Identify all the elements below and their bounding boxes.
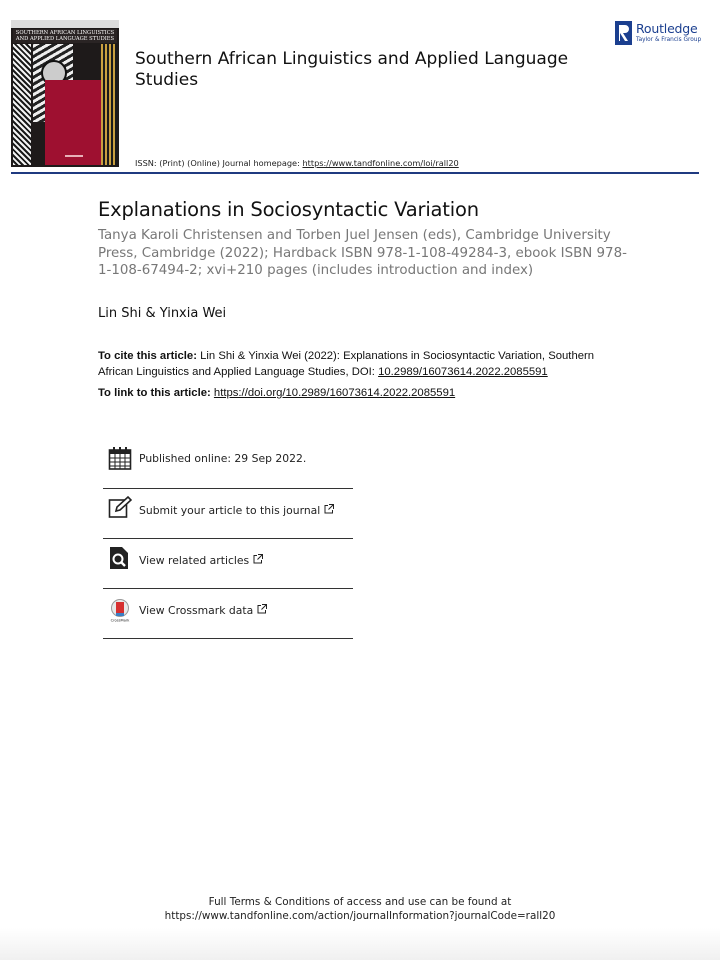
info-divider	[103, 488, 353, 489]
cover-title: SOUTHERN AFRICAN LINGUISTICS AND APPLIED LANGUAGE STUDIES	[13, 29, 117, 43]
related-articles-row[interactable]	[103, 544, 353, 594]
cite-text: Lin Shi & Yinxia Wei (2022): Explanations in Sociosyntactic Variation, Southern African Linguistics and Applied Language Studies, DOI:	[98, 350, 595, 378]
cite-label: To cite this article:	[98, 350, 197, 362]
cover-pattern-left	[13, 44, 31, 165]
article-doi-link[interactable]: https://doi.org/10.2989/16073614.2022.2085591	[213, 387, 456, 399]
edit-icon	[108, 496, 132, 520]
external-link-icon	[257, 604, 267, 614]
external-link-icon	[253, 554, 263, 564]
article-authors: Lin Shi & Yinxia Wei	[98, 306, 227, 321]
submit-article-row[interactable]	[103, 494, 353, 544]
article-title: Explanations in Sociosyntactic Variation	[98, 198, 479, 221]
footer	[0, 895, 720, 923]
cover-red-panel	[45, 80, 103, 165]
info-divider	[103, 538, 353, 539]
published-date: Published online: 29 Sep 2022.	[139, 452, 307, 465]
search-document-icon	[108, 546, 132, 570]
article-link-block	[98, 387, 455, 399]
footer-terms-text: Full Terms & Conditions of access and use can be found at	[208, 896, 512, 908]
publisher-logo[interactable]	[615, 20, 710, 48]
cite-doi-link[interactable]: 10.2989/16073614.2022.2085591	[378, 365, 548, 378]
cover-pattern-right	[101, 44, 117, 165]
cover-top-strip	[11, 20, 119, 28]
issn-label: ISSN: (Print) (Online) Journal homepage:	[135, 158, 303, 168]
submit-article-label: Submit your article to this journal	[139, 504, 321, 517]
crossmark-icon-text: CrossMark	[110, 618, 130, 622]
crossmark-link[interactable]	[139, 604, 267, 617]
page-bottom-band	[0, 928, 720, 960]
journal-title: Southern African Linguistics and Applied Language Studies	[135, 49, 569, 90]
submit-article-link[interactable]	[139, 504, 334, 517]
journal-homepage-link[interactable]: https://www.tandfonline.com/loi/rall20	[302, 158, 459, 168]
related-articles-link[interactable]	[139, 554, 263, 567]
related-articles-label: View related articles	[139, 554, 250, 567]
link-label: To link to this article:	[98, 387, 214, 399]
journal-cover-image	[11, 20, 119, 167]
published-row	[103, 444, 353, 494]
footer-terms-link[interactable]: https://www.tandfonline.com/action/journalInformation?journalCode=rall20	[164, 910, 556, 922]
issn-line	[135, 158, 459, 168]
reviewed-book-details: Tanya Karoli Christensen and Torben Juel Jensen (eds), Cambridge University Press, Cambridge (2022); Hardback ISBN 978-1-108-49284-3, ebook ISBN 978-1-108-67494-2; xvi+210 pages (includes introduction and index)	[98, 228, 627, 278]
info-divider	[103, 638, 353, 639]
crossmark-row[interactable]	[103, 594, 353, 644]
header-divider	[11, 172, 699, 174]
publisher-sub: Taylor & Francis Group	[636, 37, 702, 43]
info-divider	[103, 588, 353, 589]
citation-block	[98, 349, 628, 380]
external-link-icon	[324, 504, 334, 514]
crossmark-label: View Crossmark data	[139, 604, 254, 617]
crossmark-icon	[108, 598, 132, 622]
publisher-name: Routledge	[636, 21, 698, 36]
calendar-icon	[108, 446, 132, 470]
routledge-logo-icon	[615, 21, 632, 45]
